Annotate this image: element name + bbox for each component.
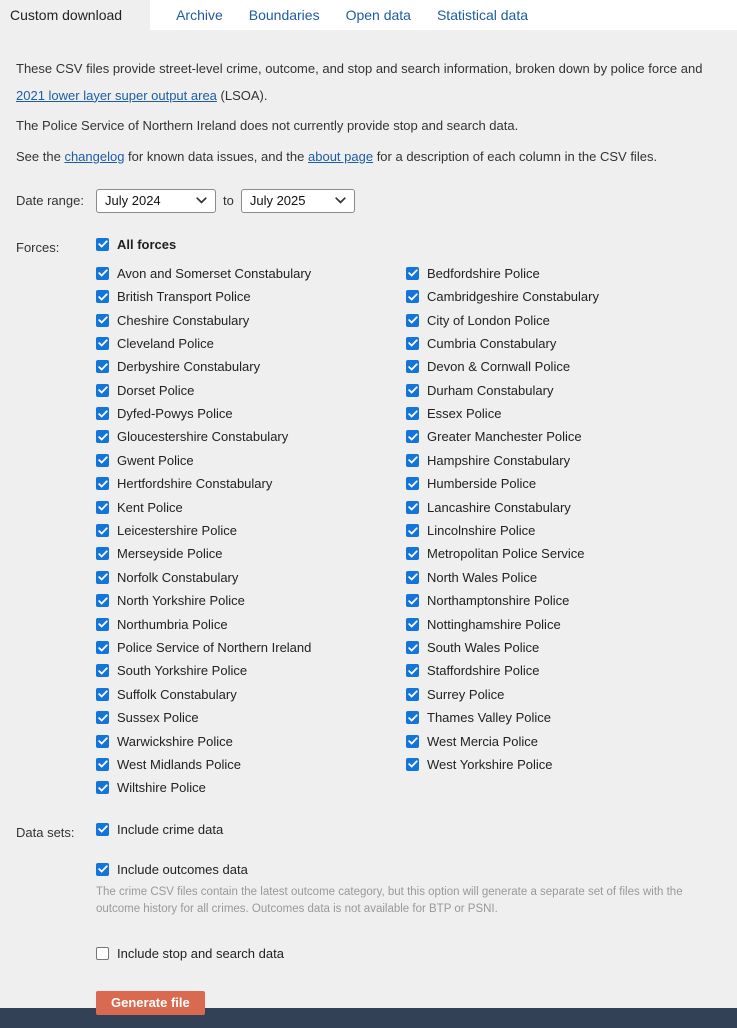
force-checkbox[interactable] bbox=[96, 267, 109, 280]
checkmark-icon bbox=[98, 293, 108, 301]
checkmark-icon bbox=[98, 269, 108, 277]
force-row bbox=[406, 570, 599, 585]
force-row bbox=[96, 500, 406, 515]
force-row bbox=[96, 266, 406, 281]
force-checkbox[interactable] bbox=[96, 664, 109, 677]
force-checkbox[interactable] bbox=[96, 337, 109, 350]
force-row bbox=[96, 476, 406, 491]
force-label[interactable]: Lincolnshire Police bbox=[427, 523, 536, 539]
tab-archive[interactable]: Archive bbox=[176, 7, 223, 23]
force-checkbox[interactable] bbox=[96, 290, 109, 303]
include-stop-search-label[interactable]: Include stop and search data bbox=[117, 946, 284, 962]
checkmark-icon bbox=[98, 433, 108, 441]
force-row bbox=[96, 710, 406, 725]
force-label[interactable]: Staffordshire Police bbox=[427, 663, 540, 679]
checkmark-icon bbox=[98, 784, 108, 792]
checkmark-icon bbox=[408, 433, 418, 441]
checkmark-icon bbox=[98, 527, 108, 535]
tab-boundaries[interactable]: Boundaries bbox=[248, 7, 320, 23]
checkmark-icon bbox=[98, 690, 108, 698]
include-outcomes-label[interactable]: Include outcomes data bbox=[117, 861, 248, 877]
intro-p3-suffix: for a description of each column in the CSV files. bbox=[373, 148, 658, 164]
force-label[interactable]: West Yorkshire Police bbox=[427, 756, 553, 772]
force-row bbox=[406, 359, 599, 374]
force-label[interactable]: West Midlands Police bbox=[117, 756, 242, 772]
force-label[interactable]: Avon and Somerset Constabulary bbox=[117, 265, 312, 281]
force-checkbox[interactable] bbox=[406, 594, 419, 607]
force-checkbox[interactable] bbox=[406, 618, 419, 631]
force-checkbox[interactable] bbox=[406, 384, 419, 397]
force-row bbox=[406, 593, 599, 608]
checkmark-icon bbox=[98, 240, 108, 248]
checkmark-icon bbox=[408, 573, 418, 581]
force-label[interactable]: Cheshire Constabulary bbox=[117, 312, 250, 328]
checkmark-icon bbox=[98, 503, 108, 511]
force-label[interactable]: Leicestershire Police bbox=[117, 523, 237, 539]
force-row bbox=[406, 523, 599, 538]
force-label[interactable]: Thames Valley Police bbox=[427, 710, 552, 726]
checkmark-icon bbox=[408, 269, 418, 277]
force-label[interactable]: Surrey Police bbox=[427, 686, 505, 702]
force-row bbox=[96, 313, 406, 328]
force-label[interactable]: Cambridgeshire Constabulary bbox=[427, 289, 599, 305]
force-row bbox=[406, 383, 599, 398]
checkmark-icon bbox=[98, 737, 108, 745]
force-checkbox[interactable] bbox=[406, 290, 419, 303]
outcomes-note: The crime CSV files contain the latest outcome category, but this option will generate a separate set of files with the outcome history for all crimes. Outcomes data is not available for BTP or PSNI. bbox=[96, 885, 683, 915]
include-crime-checkbox[interactable] bbox=[96, 823, 109, 836]
force-checkbox[interactable] bbox=[406, 314, 419, 327]
force-row bbox=[96, 336, 406, 351]
tab-bar bbox=[0, 0, 737, 30]
force-row bbox=[96, 593, 406, 608]
force-checkbox[interactable] bbox=[96, 571, 109, 584]
force-checkbox[interactable] bbox=[406, 664, 419, 677]
date-range-row bbox=[16, 189, 721, 213]
include-crime-label[interactable]: Include crime data bbox=[117, 821, 224, 837]
force-label[interactable]: Derbyshire Constabulary bbox=[117, 359, 261, 375]
force-row bbox=[406, 313, 599, 328]
force-checkbox[interactable] bbox=[406, 360, 419, 373]
all-forces-label[interactable]: All forces bbox=[117, 236, 177, 252]
checkmark-icon bbox=[408, 503, 418, 511]
checkmark-icon bbox=[408, 410, 418, 418]
intro-p1-text: These CSV files provide street-level crime, outcome, and stop and search information, broken down by police force and bbox=[16, 61, 703, 76]
intro-paragraph-2: The Police Service of Northern Ireland does not currently provide stop and search data. bbox=[16, 118, 519, 134]
force-label[interactable]: Dyfed-Powys Police bbox=[117, 406, 233, 422]
checkmark-icon bbox=[408, 620, 418, 628]
force-checkbox[interactable] bbox=[406, 571, 419, 584]
force-row bbox=[96, 546, 406, 561]
force-label[interactable]: North Wales Police bbox=[427, 569, 538, 585]
force-checkbox[interactable] bbox=[96, 641, 109, 654]
force-label[interactable]: City of London Police bbox=[427, 312, 550, 328]
force-label[interactable]: Bedfordshire Police bbox=[427, 265, 540, 281]
force-checkbox[interactable] bbox=[96, 781, 109, 794]
custom-download-panel bbox=[0, 30, 737, 1011]
force-checkbox[interactable] bbox=[406, 477, 419, 490]
force-label[interactable]: Kent Police bbox=[117, 499, 183, 515]
force-checkbox[interactable] bbox=[96, 594, 109, 607]
force-row bbox=[406, 687, 599, 702]
intro-paragraph-1 bbox=[16, 56, 716, 109]
forces-section bbox=[16, 237, 721, 800]
checkmark-icon bbox=[98, 410, 108, 418]
force-label[interactable]: Humberside Police bbox=[427, 476, 537, 492]
datasets-label: Data sets: bbox=[16, 824, 75, 840]
intro-p3-mid: for known data issues, and the bbox=[124, 148, 308, 164]
force-checkbox[interactable] bbox=[96, 618, 109, 631]
include-stop-search-row bbox=[96, 946, 718, 961]
force-checkbox[interactable] bbox=[406, 641, 419, 654]
intro-p3-text: See the bbox=[16, 148, 65, 164]
force-label[interactable]: Hampshire Constabulary bbox=[427, 452, 571, 468]
force-label[interactable]: Hertfordshire Constabulary bbox=[117, 476, 273, 492]
force-label[interactable]: Cleveland Police bbox=[117, 335, 214, 351]
checkmark-icon bbox=[98, 597, 108, 605]
force-checkbox[interactable] bbox=[96, 360, 109, 373]
force-checkbox[interactable] bbox=[406, 501, 419, 514]
force-checkbox[interactable] bbox=[406, 758, 419, 771]
date-from-select[interactable] bbox=[96, 189, 216, 213]
force-checkbox[interactable] bbox=[96, 430, 109, 443]
checkmark-icon bbox=[98, 456, 108, 464]
checkmark-icon bbox=[98, 714, 108, 722]
force-row bbox=[96, 570, 406, 585]
lsoa-link[interactable]: 2021 lower layer super output area bbox=[16, 87, 217, 103]
force-label[interactable]: Cumbria Constabulary bbox=[427, 335, 557, 351]
tab-statistical-data[interactable]: Statistical data bbox=[436, 7, 529, 23]
forces-list bbox=[96, 237, 599, 800]
date-to-value: July 2025 bbox=[249, 193, 306, 209]
force-row bbox=[96, 617, 406, 632]
force-checkbox[interactable] bbox=[406, 337, 419, 350]
force-row bbox=[406, 710, 599, 725]
force-checkbox[interactable] bbox=[406, 454, 419, 467]
forces-grid bbox=[96, 262, 599, 800]
force-label[interactable]: Wiltshire Police bbox=[117, 780, 206, 796]
checkmark-icon bbox=[408, 293, 418, 301]
checkmark-icon bbox=[408, 714, 418, 722]
checkmark-icon bbox=[98, 363, 108, 371]
force-row bbox=[406, 734, 599, 749]
force-row bbox=[406, 500, 599, 515]
intro-p1-suffix: (LSOA). bbox=[216, 87, 268, 103]
force-row bbox=[96, 453, 406, 468]
force-label[interactable]: West Mercia Police bbox=[427, 733, 539, 749]
force-row bbox=[406, 336, 599, 351]
force-row bbox=[406, 546, 599, 561]
checkmark-icon bbox=[408, 550, 418, 558]
force-label[interactable]: Northumbria Police bbox=[117, 616, 228, 632]
checkmark-icon bbox=[408, 597, 418, 605]
force-row bbox=[406, 757, 599, 772]
force-checkbox[interactable] bbox=[406, 430, 419, 443]
force-label[interactable]: Gloucestershire Constabulary bbox=[117, 429, 289, 445]
force-row bbox=[96, 289, 406, 304]
checkmark-icon bbox=[98, 316, 108, 324]
checkmark-icon bbox=[98, 644, 108, 652]
force-label[interactable]: Norfolk Constabulary bbox=[117, 569, 239, 585]
checkmark-icon bbox=[408, 339, 418, 347]
checkmark-icon bbox=[98, 825, 108, 833]
force-label[interactable]: Durham Constabulary bbox=[427, 382, 554, 398]
force-row bbox=[406, 476, 599, 491]
force-checkbox[interactable] bbox=[96, 547, 109, 560]
checkmark-icon bbox=[408, 667, 418, 675]
chevron-down-icon bbox=[196, 197, 207, 204]
force-checkbox[interactable] bbox=[406, 711, 419, 724]
force-label[interactable]: North Yorkshire Police bbox=[117, 593, 245, 609]
force-checkbox[interactable] bbox=[96, 314, 109, 327]
checkmark-icon bbox=[98, 480, 108, 488]
force-row bbox=[96, 663, 406, 678]
force-label[interactable]: Sussex Police bbox=[117, 710, 199, 726]
force-checkbox[interactable] bbox=[96, 477, 109, 490]
checkmark-icon bbox=[408, 690, 418, 698]
force-row bbox=[96, 640, 406, 655]
force-checkbox[interactable] bbox=[96, 407, 109, 420]
force-checkbox[interactable] bbox=[96, 454, 109, 467]
date-range-to-word: to bbox=[223, 193, 234, 209]
force-checkbox[interactable] bbox=[406, 267, 419, 280]
force-label[interactable]: Merseyside Police bbox=[117, 546, 223, 562]
force-row bbox=[406, 406, 599, 421]
intro-text bbox=[16, 56, 721, 171]
checkmark-icon bbox=[98, 620, 108, 628]
force-label[interactable]: Lancashire Constabulary bbox=[427, 499, 571, 515]
force-label[interactable]: Greater Manchester Police bbox=[427, 429, 582, 445]
force-row bbox=[406, 289, 599, 304]
force-row bbox=[96, 757, 406, 772]
chevron-down-icon bbox=[335, 197, 346, 204]
force-checkbox[interactable] bbox=[406, 407, 419, 420]
intro-paragraph-3 bbox=[16, 144, 716, 171]
force-label[interactable]: British Transport Police bbox=[117, 289, 251, 305]
checkmark-icon bbox=[98, 550, 108, 558]
force-row bbox=[96, 523, 406, 538]
date-range-label: Date range: bbox=[16, 193, 84, 209]
force-label[interactable]: Warwickshire Police bbox=[117, 733, 233, 749]
include-outcomes-row bbox=[96, 862, 718, 877]
tab-open-data[interactable]: Open data bbox=[345, 7, 411, 23]
force-checkbox[interactable] bbox=[96, 524, 109, 537]
force-row bbox=[96, 359, 406, 374]
force-row bbox=[406, 429, 599, 444]
force-row bbox=[96, 687, 406, 702]
force-row bbox=[406, 663, 599, 678]
date-from-value: July 2024 bbox=[105, 193, 161, 209]
checkmark-icon bbox=[98, 865, 108, 873]
force-label[interactable]: South Yorkshire Police bbox=[117, 663, 248, 679]
force-label[interactable]: Gwent Police bbox=[117, 452, 194, 468]
force-checkbox[interactable] bbox=[96, 758, 109, 771]
force-row bbox=[96, 406, 406, 421]
force-row bbox=[406, 617, 599, 632]
force-label[interactable]: Suffolk Constabulary bbox=[117, 686, 237, 702]
all-forces-checkbox[interactable] bbox=[96, 238, 109, 251]
checkmark-icon bbox=[408, 456, 418, 464]
force-row bbox=[96, 429, 406, 444]
force-label[interactable]: Devon & Cornwall Police bbox=[427, 359, 571, 375]
include-stop-search-checkbox[interactable] bbox=[96, 947, 109, 960]
force-label[interactable]: Metropolitan Police Service bbox=[427, 546, 585, 562]
checkmark-icon bbox=[408, 527, 418, 535]
force-row bbox=[406, 640, 599, 655]
force-label[interactable]: Essex Police bbox=[427, 406, 502, 422]
checkmark-icon bbox=[98, 573, 108, 581]
about-page-link[interactable]: about page bbox=[308, 148, 374, 164]
force-row bbox=[406, 453, 599, 468]
force-checkbox[interactable] bbox=[406, 688, 419, 701]
force-row bbox=[406, 266, 599, 281]
tab-custom-download[interactable]: Custom download bbox=[0, 0, 150, 30]
forces-label: Forces: bbox=[16, 239, 60, 255]
force-label[interactable]: Nottinghamshire Police bbox=[427, 616, 561, 632]
checkmark-icon bbox=[408, 760, 418, 768]
checkmark-icon bbox=[408, 644, 418, 652]
force-checkbox[interactable] bbox=[96, 384, 109, 397]
changelog-link[interactable]: changelog bbox=[64, 148, 125, 164]
datasets-section bbox=[16, 822, 721, 962]
force-label[interactable]: Police Service of Northern Ireland bbox=[117, 640, 312, 655]
checkmark-icon bbox=[408, 737, 418, 745]
checkmark-icon bbox=[98, 339, 108, 347]
force-checkbox[interactable] bbox=[96, 735, 109, 748]
checkmark-icon bbox=[408, 480, 418, 488]
include-crime-row bbox=[96, 822, 718, 837]
include-outcomes-checkbox[interactable] bbox=[96, 863, 109, 876]
checkmark-icon bbox=[98, 667, 108, 675]
force-checkbox[interactable] bbox=[406, 524, 419, 537]
force-checkbox[interactable] bbox=[96, 501, 109, 514]
checkmark-icon bbox=[98, 760, 108, 768]
all-forces-row bbox=[96, 237, 599, 252]
generate-file-button[interactable]: Generate file bbox=[96, 991, 205, 1015]
force-checkbox[interactable] bbox=[406, 547, 419, 560]
checkmark-icon bbox=[408, 316, 418, 324]
force-checkbox[interactable] bbox=[406, 735, 419, 748]
date-to-select[interactable] bbox=[241, 189, 355, 213]
datasets-options bbox=[96, 822, 718, 962]
force-checkbox[interactable] bbox=[96, 711, 109, 724]
force-checkbox[interactable] bbox=[96, 688, 109, 701]
checkmark-icon bbox=[408, 386, 418, 394]
force-row bbox=[96, 734, 406, 749]
force-label[interactable]: South Wales Police bbox=[427, 640, 540, 655]
force-label[interactable]: Dorset Police bbox=[117, 382, 195, 398]
force-row bbox=[96, 780, 406, 795]
checkmark-icon bbox=[98, 386, 108, 394]
force-row bbox=[96, 383, 406, 398]
checkmark-icon bbox=[408, 363, 418, 371]
force-label[interactable]: Northamptonshire Police bbox=[427, 593, 570, 609]
